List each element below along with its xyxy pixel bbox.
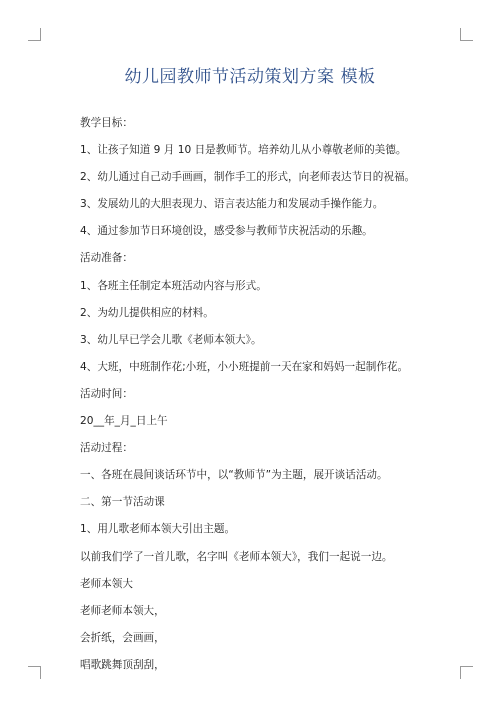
page-corner-mark-top-left — [28, 28, 41, 41]
paragraph-line: 4、大班，中班制作花;小班，小小班提前一天在家和妈妈一起制作花。 — [80, 360, 409, 373]
poem-title: 老师本领大 — [80, 577, 133, 590]
section-heading-preparation: 活动准备： — [80, 252, 133, 265]
document-body — [80, 110, 480, 679]
paragraph-line: 一、各班在晨间谈话环节中，以“教师节”为主题，展开谈话活动。 — [80, 469, 388, 482]
paragraph-line: 2、为幼儿提供相应的材料。 — [80, 306, 214, 319]
poem-line: 老师老师本领大， — [80, 604, 165, 617]
paragraph-line: 2、幼儿通过自己动手画画，制作手工的形式，向老师表达节日的祝福。 — [80, 171, 416, 184]
paragraph-line: 1、用儿歌老师本领大引出主题。 — [80, 523, 236, 536]
paragraph-line: 4、通过参加节日环境创设，感受参与教师节庆祝活动的乐趣。 — [80, 225, 373, 238]
paragraph-line: 以前我们学了一首儿歌，名字叫《老师本领大》，我们一起说一边。 — [80, 550, 393, 563]
section-heading-process: 活动过程： — [80, 442, 133, 455]
document-title: 幼儿园教师节活动策划方案 模板 — [124, 67, 376, 87]
paragraph-line: 3、发展幼儿的大胆表现力、语言表达能力和发展动手操作能力。 — [80, 198, 384, 211]
page-corner-mark-top-right — [460, 28, 473, 41]
paragraph-line: 20__年_月_日上午 — [80, 415, 168, 428]
poem-line: 会折纸，会画画， — [80, 631, 165, 644]
page-corner-mark-bottom-left — [28, 666, 41, 679]
paragraph-line: 1、让孩子知道 9 月 10 日是教师节。培养幼儿从小尊敬老师的美德。 — [80, 144, 407, 157]
section-heading-time: 活动时间： — [80, 387, 133, 400]
paragraph-line: 1、各班主任制定本班活动内容与形式。 — [80, 279, 267, 292]
section-heading-goals: 教学目标： — [80, 117, 133, 129]
paragraph-line: 3、幼儿早已学会儿歌《老师本领大》。 — [80, 333, 262, 346]
paragraph-line: 二、第一节活动课 — [80, 496, 165, 509]
poem-line: 唱歌跳舞顶刮刮， — [80, 658, 165, 671]
